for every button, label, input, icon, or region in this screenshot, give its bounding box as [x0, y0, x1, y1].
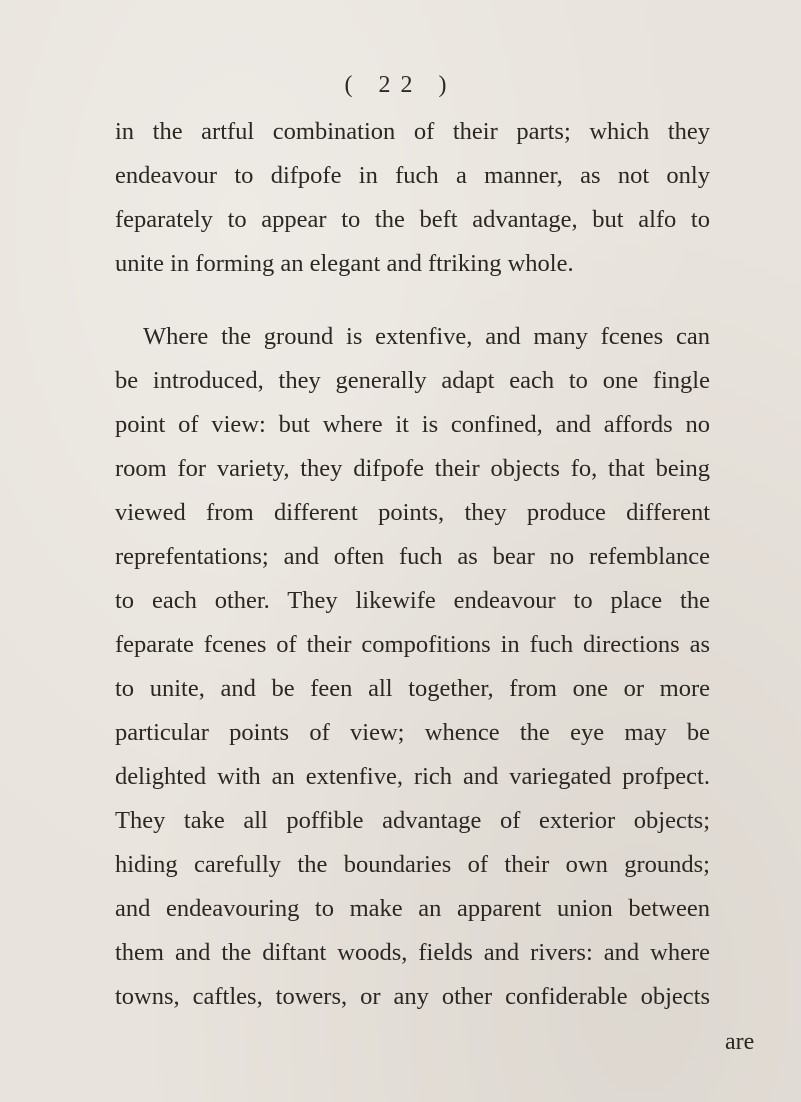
text-line: feparately to appear to the beft advantage, but alfo to	[115, 206, 710, 233]
text-line: point of view: but where it is confined, and affords no	[115, 411, 710, 438]
text-line: They take all poffible advantage of exterior objects;	[115, 807, 710, 834]
text-line: in the artful combination of their parts; which they	[115, 118, 710, 145]
text-line: delighted with an extenfive, rich and variegated profpect.	[115, 763, 710, 790]
catchword: are	[725, 1029, 755, 1055]
text-line: Where the ground is extenfive, and many fcenes can	[143, 323, 710, 350]
text-line: feparate fcenes of their compofitions in fuch directions as	[115, 631, 710, 658]
text-line: towns, caftles, towers, or any other confiderable objects	[115, 983, 710, 1010]
text-line: be introduced, they generally adapt each to one fingle	[115, 367, 710, 394]
text-line: them and the diftant woods, fields and rivers: and where	[115, 939, 710, 966]
text-line: hiding carefully the boundaries of their own grounds;	[115, 851, 710, 878]
text-line: to unite, and be feen all together, from one or more	[115, 675, 710, 702]
text-line: reprefentations; and often fuch as bear no refemblance	[115, 543, 710, 570]
text-line: to each other. They likewife endeavour to place the	[115, 587, 710, 614]
text-line: endeavour to difpofe in fuch a manner, as not only	[115, 162, 710, 189]
text-line: unite in forming an elegant and ftriking whole.	[115, 250, 574, 277]
text-line: and endeavouring to make an apparent union between	[115, 895, 710, 922]
text-line: particular points of view; whence the eye may be	[115, 719, 710, 746]
page-number: ( 22 )	[344, 72, 457, 98]
text-line: viewed from different points, they produce different	[115, 499, 710, 526]
text-line: room for variety, they difpofe their objects fo, that being	[115, 455, 710, 482]
